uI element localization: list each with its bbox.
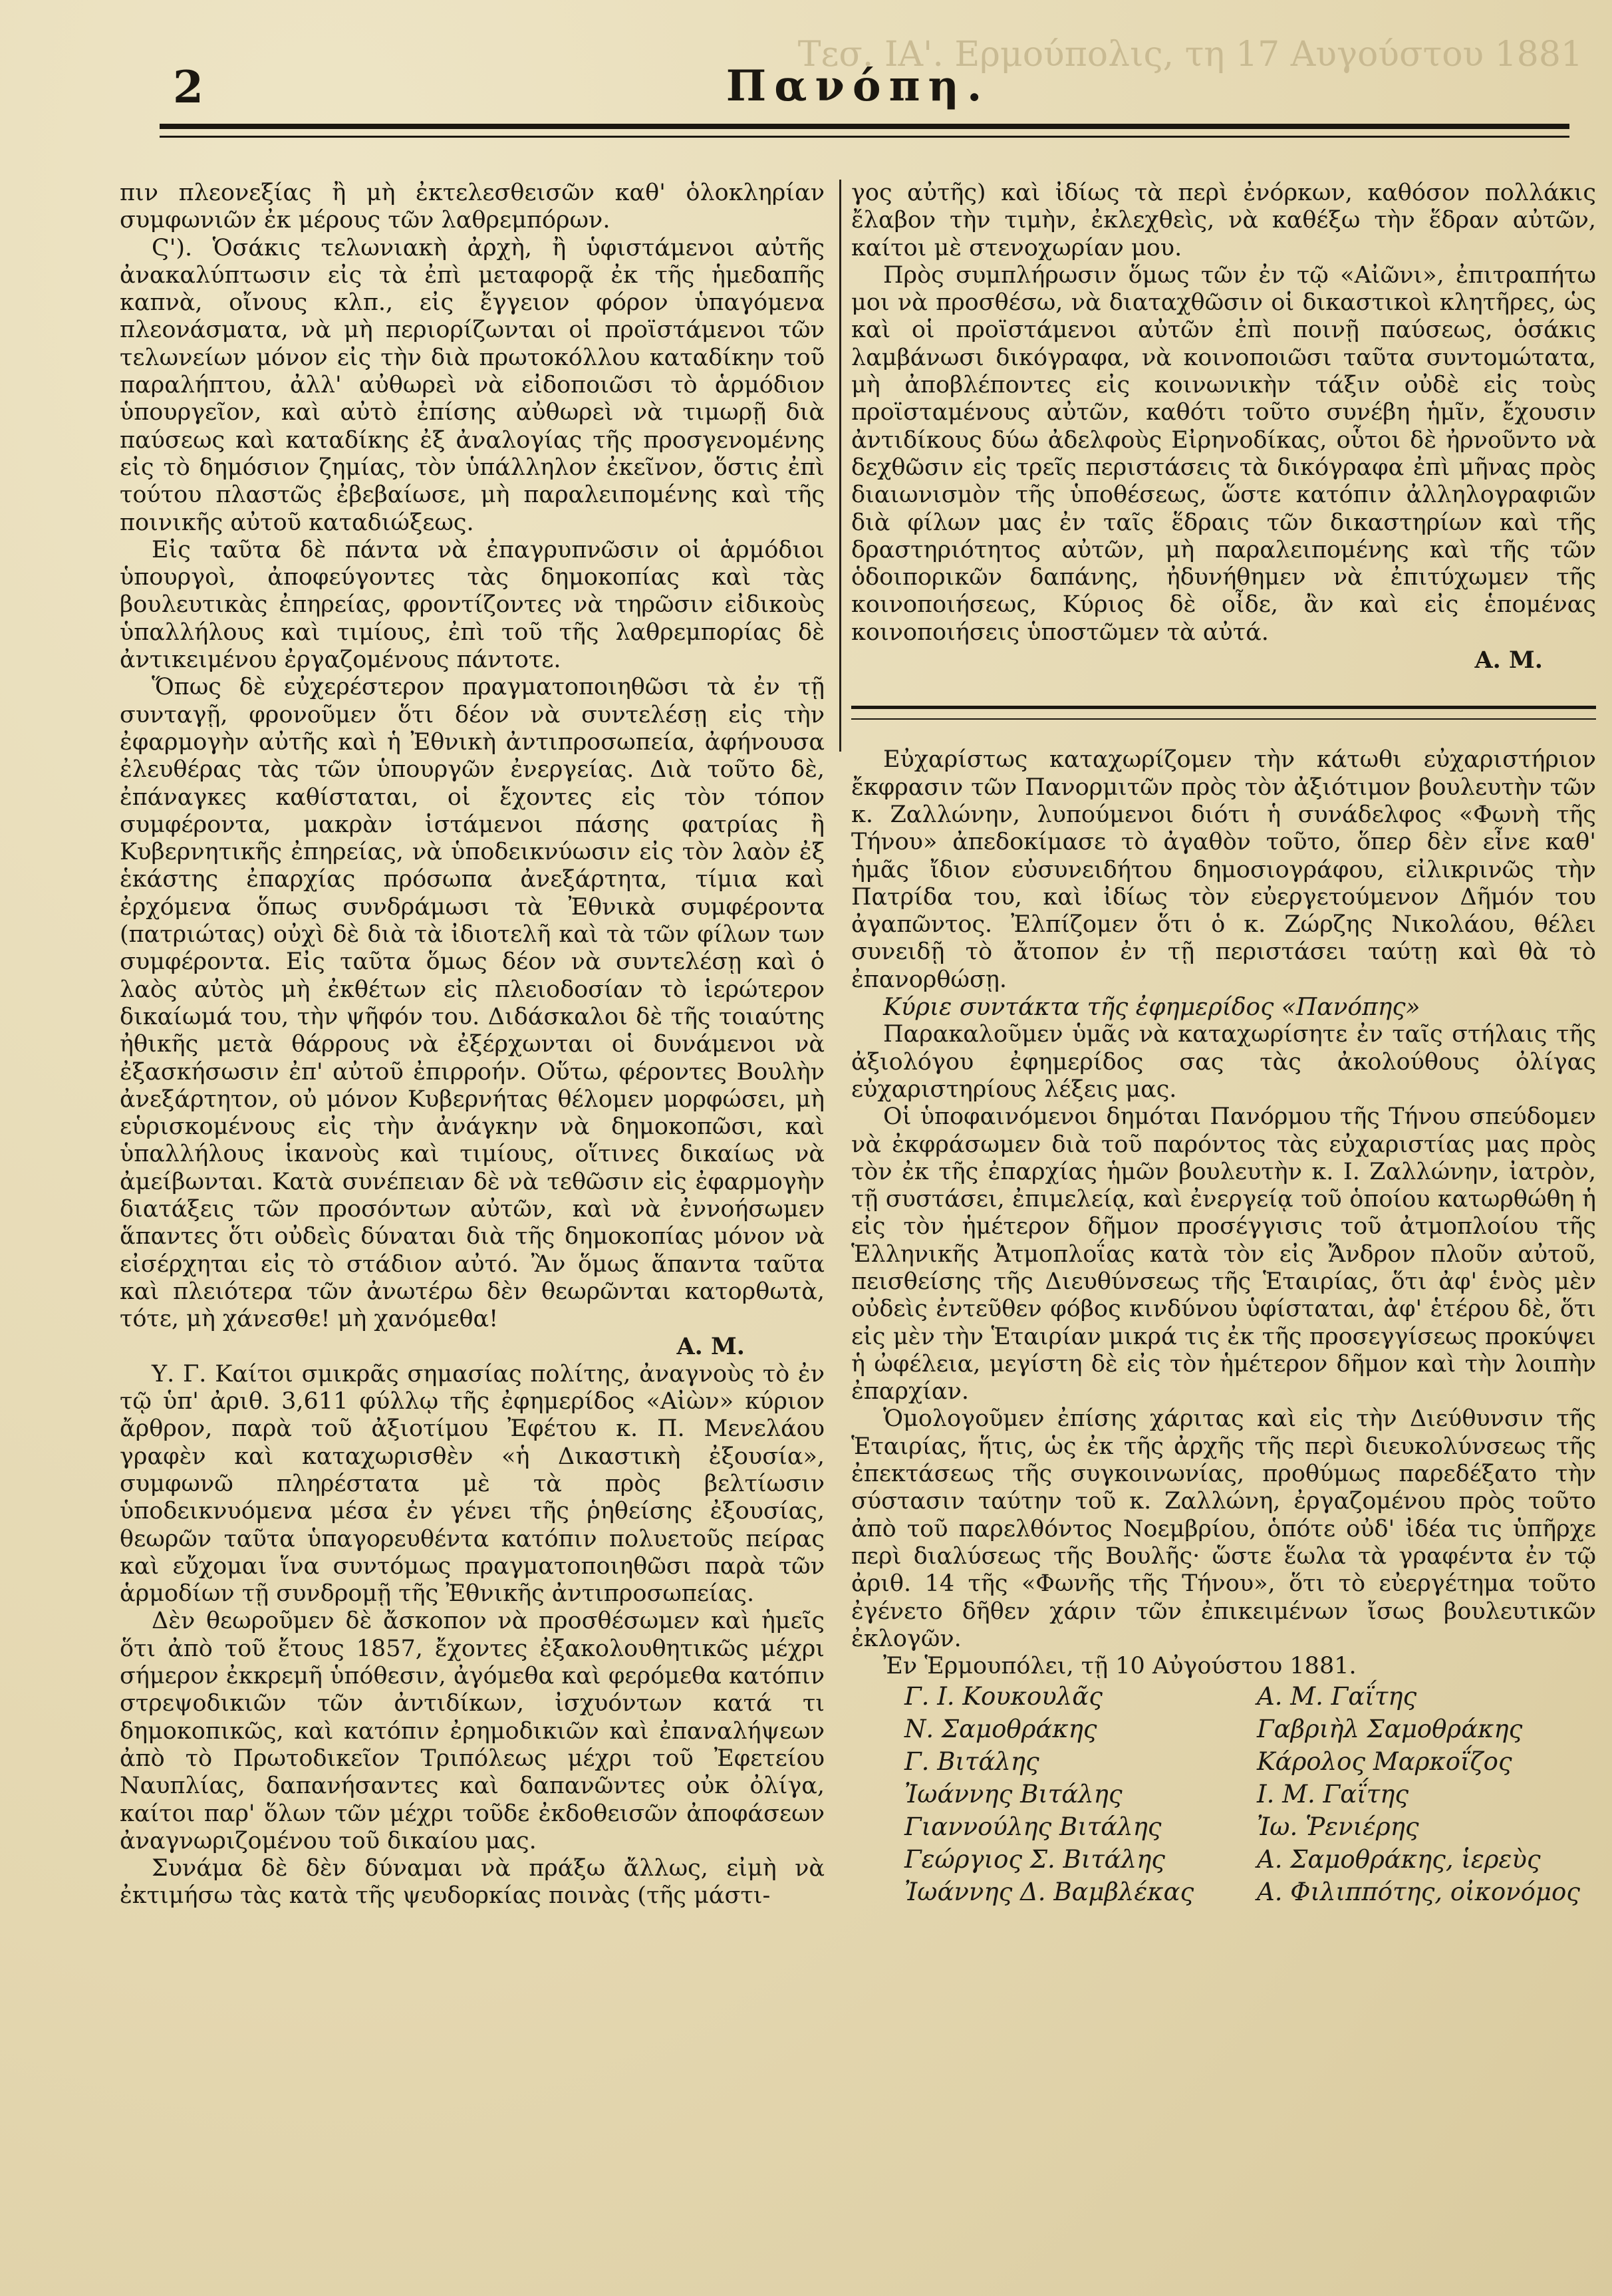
signatory: Γιαννούλης Βιτάλης bbox=[904, 1812, 1162, 1842]
signatory: Γεώργιος Σ. Βιτάλης bbox=[904, 1845, 1166, 1874]
signatory: Ἰωάννης Δ. Βαμβλέκας bbox=[904, 1878, 1194, 1907]
signatory: Γαβριὴλ Σαμοθράκης bbox=[1257, 1715, 1523, 1744]
signature-line bbox=[120, 1333, 825, 1360]
signatory: Γ. Βιτάλης bbox=[904, 1747, 1039, 1777]
signatory: Α. Φιλιππότης, οἰκονόμος bbox=[1257, 1878, 1580, 1907]
paragraph: Εἰς ταῦτα δὲ πάντα νὰ ἐπαγρυπνῶσιν οἱ ἁρμόδιοι ὑπουργοὶ, ἀποφεύγοντες τὰς δημοκοπίας καὶ τὰς βουλευτικὰς ἐπηρείας, φροντίζοντες νὰ τηρῶσιν εἰδικοὺς ὑπαλλήλους καὶ τιμίους, ἐπὶ τοῦ τῆς λαθρεμπορίας δὲ ἀντικειμένου ἐργαζομένους πάντοτε. bbox=[120, 536, 825, 674]
signatory: Κάρολος Μαρκοΐζος bbox=[1257, 1747, 1512, 1777]
page-header bbox=[133, 35, 1583, 114]
signatory: Γ. Ι. Κουκουλᾶς bbox=[904, 1682, 1103, 1711]
signatory: Α. Μ. Γαΐτης bbox=[1257, 1682, 1417, 1711]
signatory: Ν. Σαμοθράκης bbox=[904, 1715, 1097, 1744]
signature: Α. Μ. bbox=[676, 1333, 745, 1361]
left-column bbox=[120, 180, 825, 1910]
paragraph: Ὅπως δὲ εὐχερέστερον πραγματοποιηθῶσι τὰ ἐν τῇ συνταγῇ, φρονοῦμεν ὅτι δέον νὰ συντελέσῃ εἰς τὴν ἐφαρμογὴν αὐτῆς καὶ ἡ Ἐθνικὴ ἀντιπροσωπεία, ἀφήνουσα ἐλευθέρας τὰς τῶν ὑπουργῶν ἐνεργείας. Διὰ τοῦτο δὲ, ἐπάναγκες καθίσταται, οἱ ἔχοντες εἰς τὸν τόπον συμφέροντα, μακρὰν ἱστάμενοι πάσης φατρίας ἢ Κυβερνητικῆς ἐπηρείας, νὰ ὑποδεικνύωσιν εἰς τὸν λαὸν ἐξ ἑκάστης ἐπαρχίας πρόσωπα ἀνεξάρτητα, τίμια καὶ ἐρχόμενα ὅπως συνδράμωσι τὰ Ἐθνικὰ συμφέροντα (πατριώτας) οὐχὶ δὲ διὰ τὰ ἰδιοτελῆ καὶ τὰ τῶν φίλων των συμφέροντα. Εἰς ταῦτα ὅμως δέον νὰ συντελέσῃ καὶ ὁ λαὸς αὐτὸς μὴ ἐκθέτων εἰς πλειοδοσίαν τὸ ἱερώτερον δικαίωμά του, τὴν ψῆφόν του. Διδάσκαλοι δὲ τῆς τοιαύτης ἠθικῆς μετὰ θάρρους νὰ ἐξέρχωνται οἱ δυνάμενοι νὰ ἐξασκήσωσιν ἐπ' αὐτοῦ ἐπιρροήν. Οὕτω, φέροντες Βουλὴν ἀνεξάρτητον, οὐ μόνον Κυβερνήτας θέλομεν μορφώσει, μὴ εὑρισκομένους εἰς τὴν ἀνάγκην νὰ δημοκοπῶσι, καὶ ὑπαλλήλους ἱκανοὺς καὶ τιμίους, οἵτινες δικαίως νὰ ἀμείβωνται. Κατὰ συνέπειαν δὲ νὰ τεθῶσιν εἰς ἐφαρμογὴν διατάξεις τῶν προσόντων αὐτῶν, καὶ νὰ ἐννοήσωμεν ἅπαντες ὅτι οὐδεὶς δύναται διὰ τῆς δημοκοπίας μόνον νὰ εἰσέρχηται εἰς τὸ στάδιον αὐτό. Ἂν ὅμως ἅπαντα ταῦτα καὶ πλειότερα τῶν ἀνωτέρω δὲν θεωρῶνται κατορθωτὰ, τότε, μὴ χάνεσθε! μὴ χανόμεθα! bbox=[120, 674, 825, 1333]
signatory: Ἰωάννης Βιτάλης bbox=[904, 1780, 1123, 1809]
header-rule-thin bbox=[160, 136, 1569, 138]
signature-line bbox=[851, 646, 1596, 674]
signatories-list bbox=[851, 1680, 1596, 1908]
header-rule-thick bbox=[160, 124, 1569, 129]
letter-paragraph: Οἱ ὑποφαινόμενοι δημόται Πανόρμου τῆς Τήνου σπεύδομεν νὰ ἐκφράσωμεν διὰ τοῦ παρόντος τὰς εὐχαριστίας μας πρὸς τὸν ἐκ τῆς ἐπαρχίας ἡμῶν βουλευτὴν κ. Ι. Ζαλλώνην, ἰατρὸν, τῇ συστάσει, ἐπιμελείᾳ, καὶ ἐνεργείᾳ τοῦ ὁποίου κατωρθώθη ἡ εἰς τὸν ἡμέτερον δῆμον προσέγγισις τοῦ ἀτμοπλοίου τῆς Ἑλληνικῆς Ἀτμοπλοΐας κατὰ τὸν εἰς Ἄνδρον πλοῦν αὐτοῦ, πεισθείσης τῆς Διευθύνσεως τῆς Ἑταιρίας, ὅτι ἀφ' ἑνὸς μὲν οὐδεὶς ἐντεῦθεν φόβος κινδύνου ὑφίσταται, ἀφ' ἑτέρου δὲ, ὅτι εἰς μὲν τὴν Ἑταιρίαν μικρά τις ἐκ τῆς προσεγγίσεως προκύψει ἡ ὠφέλεια, μεγίστη δὲ εἰς τὸν ἡμέτερον δῆμον καὶ τὴν λοιπὴν ἐπαρχίαν. bbox=[851, 1103, 1596, 1405]
paragraph: Δὲν θεωροῦμεν δὲ ἄσκοπον νὰ προσθέσωμεν καὶ ἡμεῖς ὅτι ἀπὸ τοῦ ἔτους 1857, ἔχοντες ἐξακολουθητικῶς μέχρι σήμερον ἐκκρεμῆ ὑπόθεσιν, ἀγόμεθα καὶ φερόμεθα κατόπιν στρεψοδικιῶν τῶν ἀντιδίκων, ἰσχυόντων κατά τι δημοκοπικῶς, καὶ κατόπιν ἐρημοδικιῶν καὶ ἐπαναλήψεων ἀπὸ τὸ Πρωτοδικεῖον Τριπόλεως μέχρι τοῦ Ἐφετείου Ναυπλίας, δαπανήσαντες καὶ δαπανῶντες οὐκ ὀλίγα, καίτοι παρ' ὅλων τῶν μέχρι τοῦδε ἐκδοθεισῶν ἀποφάσεων ἀναγνωριζομένου τοῦ δικαίου μας. bbox=[120, 1608, 825, 1854]
signatory: Α. Σαμοθράκης, ἱερεὺς bbox=[1257, 1845, 1541, 1874]
notice-paragraph: Εὐχαρίστως καταχωρίζομεν τὴν κάτωθι εὐχαριστήριον ἔκφρασιν τῶν Πανορμιτῶν πρὸς τὸν ἀξιότιμον βουλευτὴν τῶν κ. Ζαλλώνην, λυπούμενοι διότι ἡ συνάδελφος «Φωνὴ τῆς Τήνου» ἀπεδοκίμασε τὸ ἀγαθὸν τοῦτο, ὅπερ δὲν εἶνε καθ' ἡμᾶς ἴδιον εὐσυνειδήτου δημοσιογράφου, εἰλικρινῶς τὴν Πατρίδα του, καὶ ἰδίως τὸν εὐεργετούμενον Δῆμόν του ἀγαπῶντος. Ἐλπίζομεν ὅτι ὁ κ. Ζώρζης Νικολάου, θέλει συνειδῇ τὸ ἄτοπον ἐν τῇ περιστάσει ταύτῃ καὶ θὰ τὸ ἐπανορθώσῃ. bbox=[851, 746, 1596, 993]
dateline: Ἐν Ἑρμουπόλει, τῇ 10 Αὐγούστου 1881. bbox=[883, 1653, 1357, 1680]
paragraph: Πρὸς συμπλήρωσιν ὅμως τῶν ἐν τῷ «Αἰῶνι», ἐπιτραπήτω μοι νὰ προσθέσω, νὰ διαταχθῶσιν οἱ δικαστικοὶ κλητῆρες, ὡς καὶ οἱ προϊστάμενοι αὐτῶν ἐπὶ ποινῇ παύσεως, ὁσάκις λαμβάνωσι δικόγραφα, νὰ κοινοποιῶσι ταῦτα συντομώτατα, μὴ ἀποβλέποντες εἰς κοινωνικὴν τάξιν οὐδὲ εἰς τοὺς προϊσταμένους αὐτῶν, καθότι τοῦτο συνέβη ἡμῖν, ἔχουσιν ἀντιδίκους δύω ἀδελφοὺς Εἰρηνοδίκας, οὗτοι δὲ ἠρνοῦντο νὰ δεχθῶσιν εἰς τρεῖς περιστάσεις τὰ δικόγραφα ἐπὶ μῆνας πρὸς διαιωνισμὸν τῆς ὑποθέσεως, ὥστε κατόπιν ἀλληλογραφιῶν διὰ φίλων μας ἐν ταῖς ἕδραις τῶν δικαστηρίων καὶ τῆς δραστηριότητος αὐτῶν, μὴ παραλειπομένης καὶ τῆς τῶν ὁδοιπορικῶν δαπάνης, ἠδυνήθημεν νὰ ἐπιτύχωμεν τῆς κοινοποιήσεως, Κύριος δὲ οἶδε, ἂν καὶ εἰς ἑπομένας κοινοποιήσεις ὑποστῶμεν τὰ αὐτά. bbox=[851, 261, 1596, 646]
paragraph: Υ. Γ. Καίτοι σμικρᾶς σημασίας πολίτης, ἀναγνοὺς τὸ ἐν τῷ ὑπ' ἀριθ. 3,611 φύλλῳ τῆς ἐφημερίδος «Αἰὼν» κύριον ἄρθρον, παρὰ τοῦ ἀξιοτίμου Ἐφέτου κ. Π. Μενελάου γραφὲν καὶ καταχωρισθὲν «ἡ Δικαστικὴ ἐξουσία», συμφωνῶ πληρέστατα μὲ τὰ πρὸς βελτίωσιν ὑποδεικνυόμενα μέσα ἐν γένει τῆς ῥηθείσης ἐξουσίας, θεωρῶν ταῦτα ὑπαγορευθέντα κατόπιν πολυετοῦς πείρας καὶ εὔχομαι ἵνα συντόμως πραγματοποιηθῶσι παρὰ τῶν ἁρμοδίων τῇ συνδρομῇ τῆς Ἐθνικῆς ἀντιπροσωπείας. bbox=[120, 1360, 825, 1608]
bleed-through-text: Τεσ. IA'. Ερμούπολις, τη 17 Αυγούστου 1881 bbox=[797, 35, 1583, 74]
letter-paragraph: Παρακαλοῦμεν ὑμᾶς νὰ καταχωρίσητε ἐν ταῖς στήλαις τῆς ἀξιολόγου ἐφημερίδος σας τὰς ἀκολούθους ὀλίγας εὐχαριστηρίους λέξεις μας. bbox=[851, 1021, 1596, 1103]
letter-paragraph: Ὁμολογοῦμεν ἐπίσης χάριτας καὶ εἰς τὴν Διεύθυνσιν τῆς Ἑταιρίας, ἥτις, ὡς ἐκ τῆς ἀρχῆς τῆς περὶ διευκολύνσεως τῆς ἐπεκτάσεως τῆς συγκοινωνίας, προθύμως παρεδέξατο τὴν σύστασιν ταύτην τοῦ κ. Ζαλλώνη, ἐργαζομένου πρὸς τοῦτο ἀπὸ τοῦ παρελθόντος Νοεμβρίου, ὁπότε οὐδ' ἰδέα τις ὑπῆρχε περὶ διαλύσεως τῆς Βουλῆς· ὥστε ἕωλα τὰ γραφέντα ἐν τῷ ἀριθ. 14 τῆς «Φωνῆς τῆς Τήνου», ὅτι τὸ εὐεργέτημα τοῦτο ἐγένετο δῆθεν χάριν τῶν ἐπικειμένων ἴσως βουλευτικῶν ἐκλογῶν. bbox=[851, 1405, 1596, 1652]
letter-heading: Κύριε συντάκτα τῆς ἐφημερίδος «Πανόπης» bbox=[883, 994, 1420, 1022]
page-number: 2 bbox=[173, 61, 203, 113]
section-separator bbox=[851, 706, 1596, 720]
masthead-title: Πανόπη. bbox=[726, 61, 990, 111]
signature: Α. Μ. bbox=[1474, 646, 1543, 674]
column-divider bbox=[839, 180, 841, 752]
paragraph: Ϛ'). Ὁσάκις τελωνιακὴ ἀρχὴ, ἢ ὑφιστάμενοι αὐτῆς ἀνακαλύπτωσιν εἰς τὰ ἐπὶ μεταφορᾷ ἐκ τῆς ἡμεδαπῆς καπνὰ, οἴνους κλπ., εἰς ἔγγειον φόρον ὑπαγόμενα πλεονάσματα, νὰ μὴ περιορίζωνται οἱ προϊστάμενοι τῶν τελωνείων μόνον εἰς τὴν διὰ πρωτοκόλλου καταδίκην τοῦ παραλήπτου, ἀλλ' αὐθωρεὶ νὰ εἰδοποιῶσι τὸ ἁρμόδιον ὑπουργεῖον, καὶ αὐτὸ ἐπίσης αὐθωρεὶ νὰ τιμωρῇ διὰ παύσεως καὶ καταδίκης ἐξ ἀναλογίας τῆς προσγενομένης εἰς τὸ δημόσιον ζημίας, τὸν ὑπάλληλον ἐκεῖνον, ὅστις ἐπὶ τούτου πλαστῶς ἐβεβαίωσε, μὴ παραλειπομένης καὶ τῆς ποινικῆς αὐτοῦ καταδιώξεως. bbox=[120, 234, 825, 536]
paragraph: γος αὐτῆς) καὶ ἰδίως τὰ περὶ ἐνόρκων, καθόσον πολλάκις ἔλαβον τὴν τιμὴν, ἐκλεχθεὶς, νὰ καθέξω τὴν ἕδραν αὐτῶν, καίτοι μὲ στενοχωρίαν μου. bbox=[851, 180, 1596, 261]
signatory: Ἰω. Ῥενιέρης bbox=[1257, 1812, 1419, 1842]
paragraph: πιν πλεονεξίας ἢ μὴ ἐκτελεσθεισῶν καθ' ὁλοκληρίαν συμφωνιῶν ἐκ μέρους τῶν λαθρεμπόρων. bbox=[120, 180, 825, 234]
signatory: Ι. Μ. Γαΐτης bbox=[1257, 1780, 1409, 1809]
paragraph: Συνάμα δὲ δὲν δύναμαι νὰ πράξω ἄλλως, εἰμὴ νὰ ἐκτιμήσω τὰς κατὰ τῆς ψευδορκίας ποινὰς (τῆς μάστι- bbox=[120, 1855, 825, 1910]
right-column bbox=[851, 180, 1596, 1908]
